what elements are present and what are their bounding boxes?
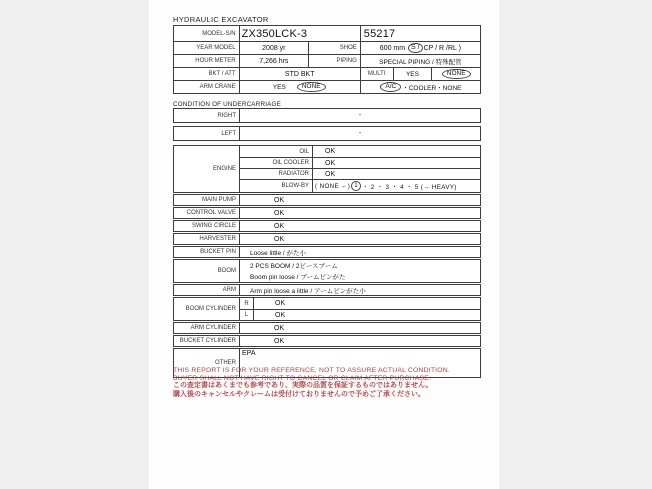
- harvester-row: [173, 233, 481, 245]
- machine-info-table: [173, 25, 481, 94]
- boom-group: [173, 259, 481, 283]
- multi-none-option: [431, 68, 480, 80]
- boom-cylinder-l-value: OK: [253, 310, 480, 320]
- undercarriage-section-title: CONDITION OF UNDERCARRIAGE: [173, 101, 282, 108]
- boom-note-2: Boom pin loose / ブームピンがた: [250, 274, 346, 281]
- model-label: MODEL-S/N: [202, 30, 236, 37]
- row-arm-crane-ac: [174, 80, 480, 93]
- bucket-cylinder-value: OK: [239, 336, 480, 346]
- arm-label: ARM: [222, 287, 236, 293]
- control-valve-value: OK: [239, 208, 480, 218]
- circle-annotation-arm-crane: [297, 82, 326, 92]
- control-valve-row: [173, 207, 481, 219]
- shoe-circled: S /: [411, 44, 420, 51]
- main-pump-value: OK: [239, 195, 480, 205]
- boom-cylinder-r-value: OK: [253, 298, 480, 309]
- piping-value: SPECIAL PIPING / 特殊配管: [360, 55, 480, 67]
- undercarriage-left-value: -: [239, 127, 480, 140]
- engine-radiator-row: [240, 168, 480, 179]
- model-value: ZX350LCK-3: [239, 26, 360, 41]
- year-value: 2008 yr: [239, 42, 309, 54]
- year-label: YEAR MODEL: [196, 45, 236, 51]
- ac-cooler-value: [360, 81, 480, 93]
- disclaimer-line-2: BUYER SHALL NOT HAVE RIGHT TO CANCEL OR CLAIM AFTER PURCHASE.: [173, 374, 432, 382]
- boom-cylinder-r-row: [240, 298, 480, 309]
- control-valve-label: CONTROL VALVE: [186, 210, 236, 216]
- document-page: [149, 0, 499, 489]
- disclaimer: [173, 367, 481, 399]
- condition-table: [173, 145, 481, 379]
- arm-crane-label: ARM CRANE: [199, 84, 236, 90]
- bucket-pin-value: Loose little / がた小: [239, 247, 480, 257]
- shoe-label: SHOE: [308, 42, 360, 54]
- blowby-prefix: ( NONE ←): [315, 182, 351, 190]
- swing-circle-row: [173, 220, 481, 232]
- arm-cylinder-label: ARM CYLINDER: [190, 325, 236, 331]
- boom-notes: [239, 260, 480, 282]
- multi-selected: NONE: [446, 70, 466, 77]
- engine-rows: [239, 146, 480, 192]
- other-value: EPA: [239, 349, 480, 377]
- disclaimer-line-3: この査定書はあくまでも参考であり、実際の品質を保証するものではありません。: [173, 382, 433, 390]
- multi-label: MULTI: [360, 68, 393, 80]
- bucket-pin-label: BUCKET PIN: [200, 249, 236, 255]
- ac-circled: A/C: [385, 83, 397, 90]
- document-title: HYDRAULIC EXCAVATOR: [173, 15, 269, 24]
- undercarriage-right-value: -: [239, 109, 480, 122]
- engine-label: ENGINE: [212, 166, 236, 172]
- boom-cylinder-rows: [239, 298, 480, 320]
- oil-cooler-value: OK: [312, 158, 480, 168]
- bkt-att-value: STD BKT: [239, 68, 360, 80]
- engine-blowby-row: [240, 179, 480, 192]
- serial-value: 55217: [360, 26, 480, 41]
- bucket-cylinder-row: [173, 335, 481, 347]
- undercarriage-right-row: [173, 108, 481, 123]
- arm-crane-yes-option: YES: [272, 83, 286, 91]
- arm-cylinder-row: [173, 322, 481, 334]
- blowby-label: BLOW-BY: [281, 183, 309, 189]
- arm-cylinder-value: OK: [239, 323, 480, 333]
- disclaimer-line-1: THIS REPORT IS FOR YOUR REFERENCE, NOT TO ASSURE ACTUAL CONDITION.: [173, 367, 450, 374]
- shoe-value: [360, 42, 480, 54]
- arm-crane-selected: NONE: [301, 83, 321, 90]
- circle-annotation-blowby: [351, 181, 361, 191]
- boom-cylinder-l-label: L: [244, 312, 249, 318]
- swing-circle-value: OK: [239, 221, 480, 231]
- engine-group: [173, 145, 481, 193]
- radiator-label: RADIATOR: [278, 171, 309, 177]
- row-bkt-multi: [174, 67, 480, 80]
- arm-row: [173, 284, 481, 296]
- arm-crane-value: [239, 81, 360, 93]
- boom-note-1: 2 PCS BOOM / 2ピースブーム: [250, 263, 338, 270]
- circle-annotation-ac: [380, 82, 401, 92]
- shoe-prefix: 600 mm: [379, 44, 406, 52]
- oil-label: OIL: [299, 148, 309, 155]
- harvester-value: OK: [239, 234, 480, 244]
- boom-label: BOOM: [217, 268, 236, 274]
- bucket-cylinder-label: BUCKET CYLINDER: [179, 338, 236, 344]
- row-year-shoe: [174, 41, 480, 54]
- bucket-pin-row: [173, 246, 481, 258]
- engine-oil-cooler-row: [240, 157, 480, 168]
- row-hour-piping: [174, 54, 480, 67]
- main-pump-row: [173, 194, 481, 206]
- undercarriage-left-label: LEFT: [221, 130, 236, 137]
- swing-circle-label: SWING CIRCLE: [191, 223, 236, 229]
- shoe-suffix: CP / R /RL ): [423, 44, 461, 52]
- ac-rest: ・COOLER・NONE: [402, 84, 462, 92]
- blowby-selected: 1: [354, 182, 359, 189]
- engine-oil-row: [240, 146, 480, 157]
- circle-annotation-shoe: [408, 43, 423, 53]
- main-pump-label: MAIN PUMP: [201, 197, 236, 203]
- boom-cylinder-group: [173, 297, 481, 321]
- circle-annotation-multi: [442, 69, 471, 79]
- other-label: OTHER: [215, 360, 236, 366]
- blowby-scale: [312, 180, 480, 192]
- arm-value: Arm pin loose a little / アームピンがた小: [239, 285, 480, 295]
- boom-cylinder-l-row: [240, 309, 480, 320]
- radiator-value: OK: [312, 169, 480, 179]
- undercarriage-left-row: [173, 126, 481, 141]
- multi-yes-option: YES: [393, 68, 432, 80]
- disclaimer-line-4: 購入後のキャンセルやクレームは受付けておりませんので予めご了承ください。: [173, 390, 425, 398]
- harvester-label: HARVESTER: [199, 236, 236, 242]
- oil-value: OK: [312, 146, 480, 157]
- piping-label: PIPING: [308, 55, 360, 67]
- blowby-suffix: ・ 2 ・ 3 ・ 4 ・ 5 (→ HEAVY): [362, 183, 457, 191]
- undercarriage-right-label: RIGHT: [217, 112, 236, 119]
- boom-cylinder-r-label: R: [244, 300, 249, 307]
- oil-cooler-label: OIL COOLER: [272, 160, 309, 166]
- hour-meter-value: 7,266 hrs: [239, 55, 309, 67]
- hour-meter-label: HOUR METER: [195, 58, 236, 64]
- boom-cylinder-label: BOOM CYLINDER: [185, 306, 236, 312]
- bkt-att-label: BKT / ATT: [208, 71, 236, 77]
- undercarriage-table: [173, 108, 481, 144]
- row-model-serial: [174, 26, 480, 41]
